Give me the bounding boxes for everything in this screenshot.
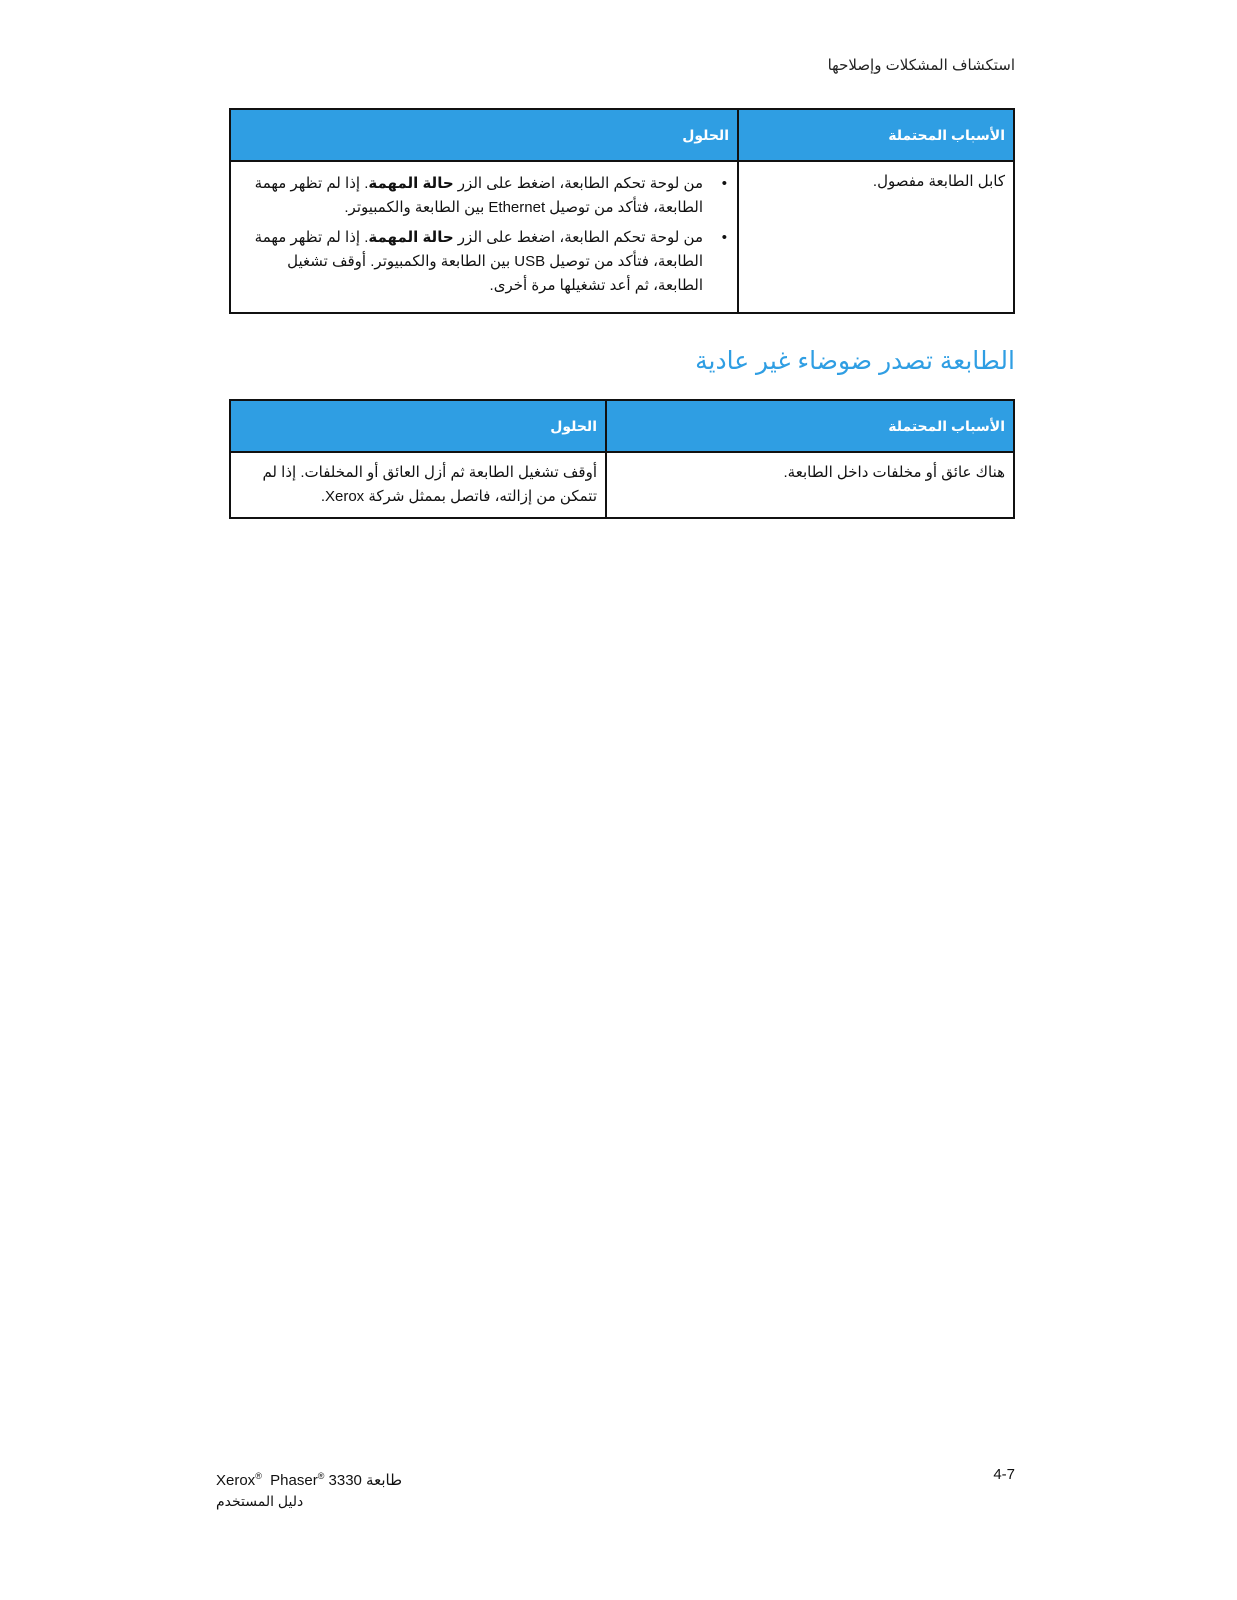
column-header-causes: الأسباب المحتملة bbox=[606, 400, 1014, 452]
solution-cell: أوقف تشغيل الطابعة ثم أزل العائق أو المخلفات. إذا لم تتمكن من إزالته، فاتصل بممثل شركة Xerox. bbox=[230, 452, 606, 518]
column-header-solutions: الحلول bbox=[230, 109, 738, 161]
cause-cell: كابل الطابعة مفصول. bbox=[738, 161, 1014, 313]
solution-item: • من لوحة تحكم الطابعة، اضغط على الزر حالة المهمة. إذا لم تظهر مهمة الطابعة، فتأكد من توصيل Ethernet بين الطابعة والكمبيوتر. bbox=[239, 172, 703, 220]
footer-product bbox=[216, 1466, 402, 1511]
troubleshooting-table-1 bbox=[229, 108, 1015, 314]
brand-name: Xerox bbox=[216, 1472, 256, 1489]
solution-item: • من لوحة تحكم الطابعة، اضغط على الزر حالة المهمة. إذا لم تظهر مهمة الطابعة، فتأكد من توصيل USB بين الطابعة والكمبيوتر. أوقف تشغيل الطابعة، ثم أعد تشغيلها مرة أخرى. bbox=[239, 226, 703, 298]
table-header-row bbox=[230, 400, 1014, 452]
column-header-causes: الأسباب المحتملة bbox=[738, 109, 1014, 161]
product-suffix: طابعة 3330 bbox=[328, 1472, 403, 1489]
solution-cell bbox=[230, 161, 738, 313]
job-status-button-label: حالة المهمة bbox=[368, 229, 454, 246]
footer-product-line: Xerox® Phaser® طابعة 3330 bbox=[216, 1471, 403, 1489]
cause-cell: هناك عائق أو مخلفات داخل الطابعة. bbox=[606, 452, 1014, 518]
job-status-button-label: حالة المهمة bbox=[368, 175, 454, 192]
model-name: Phaser bbox=[270, 1472, 318, 1489]
table-row bbox=[230, 452, 1014, 518]
solution-list bbox=[239, 172, 729, 298]
column-header-solutions: الحلول bbox=[230, 400, 606, 452]
footer-guide-label: دليل المستخدم bbox=[216, 1493, 304, 1509]
running-header: استكشاف المشكلات وإصلاحها bbox=[827, 57, 1015, 74]
table-row bbox=[230, 161, 1014, 313]
table-header-row bbox=[230, 109, 1014, 161]
troubleshooting-table-2 bbox=[229, 399, 1015, 519]
section-heading: الطابعة تصدر ضوضاء غير عادية bbox=[695, 347, 1015, 375]
page-number: 4-7 bbox=[993, 1466, 1015, 1483]
